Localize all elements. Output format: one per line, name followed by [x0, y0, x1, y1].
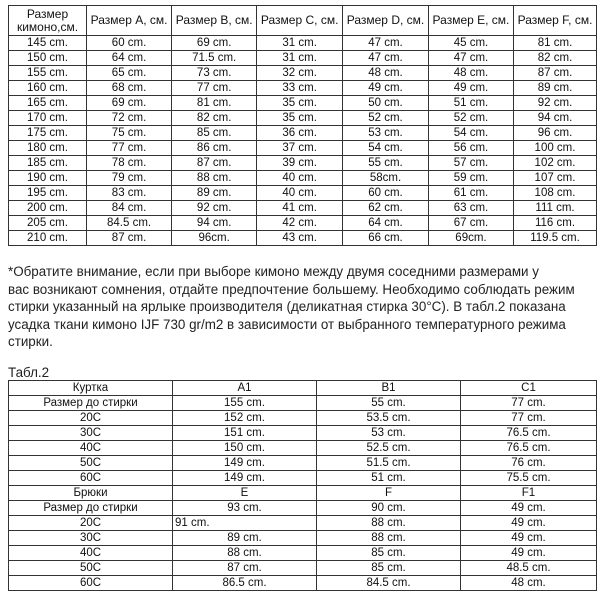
cell: 150 cm. [9, 51, 87, 66]
cell: 61 cm. [428, 186, 513, 201]
cell: 60C [9, 471, 173, 486]
cell: 100 cm. [514, 141, 597, 156]
cell: 35 cm. [257, 96, 343, 111]
cell: 48.5 cm. [461, 561, 597, 576]
cell: 150 cm. [173, 441, 317, 456]
cell: 49 cm. [461, 516, 597, 531]
cell: 60 cm. [87, 36, 172, 51]
cell: 54 cm. [428, 126, 513, 141]
cell: 151 cm. [173, 426, 317, 441]
table-row [9, 561, 597, 576]
note-line: вас возникают сомнения, отдайте предпочтение большему. Необходимо соблюдать режим [8, 281, 575, 297]
cell: 68 cm. [87, 81, 172, 96]
cell: 32 cm. [257, 66, 343, 81]
table-row [9, 501, 597, 516]
cell: 47 cm. [343, 51, 429, 66]
table-row [9, 231, 597, 246]
table-row [9, 546, 597, 561]
header-size-e: Размер E, см. [428, 6, 513, 36]
cell: 88 cm. [172, 171, 257, 186]
cell: 67 cm. [428, 216, 513, 231]
cell: 77 cm. [461, 396, 597, 411]
cell: 48 cm. [428, 66, 513, 81]
cell: 165 cm. [9, 96, 87, 111]
table-row [9, 186, 597, 201]
header-size-f: Размер F, см. [514, 6, 597, 36]
cell: 180 cm. [9, 141, 87, 156]
cell: 59 cm. [428, 171, 513, 186]
cell: 55 cm. [343, 156, 429, 171]
cell: 96 cm. [514, 126, 597, 141]
cell: 149 cm. [173, 471, 317, 486]
cell: 88 cm. [317, 516, 461, 531]
cell: 85 cm. [172, 126, 257, 141]
cell: 85 cm. [317, 561, 461, 576]
cell: 89 cm. [172, 186, 257, 201]
header-b1: B1 [317, 381, 461, 396]
table-row [9, 411, 597, 426]
cell: 75.5 cm. [461, 471, 597, 486]
cell: 185 cm. [9, 156, 87, 171]
table-row [9, 396, 597, 411]
note-line: усадка ткани кимоно IJF 730 gr/m2 в зависимости от выбранного температурного режима [8, 316, 566, 332]
table-row [9, 36, 597, 51]
cell: 96cm. [172, 231, 257, 246]
header-pants: Брюки [9, 486, 173, 501]
cell: 75 cm. [87, 126, 172, 141]
cell: 66 cm. [343, 231, 429, 246]
cell: 54 cm. [343, 141, 429, 156]
cell: 52.5 cm. [317, 441, 461, 456]
cell: 51.5 cm. [317, 456, 461, 471]
cell: 89 cm. [173, 531, 317, 546]
table-row [9, 531, 597, 546]
cell: 94 cm. [514, 111, 597, 126]
cell: 45 cm. [428, 36, 513, 51]
cell: 47 cm. [428, 51, 513, 66]
cell: 49 cm. [461, 546, 597, 561]
cell: 31 cm. [257, 51, 343, 66]
table-row [9, 156, 597, 171]
cell: 84.5 cm. [87, 216, 172, 231]
cell: 50C [9, 456, 173, 471]
cell: 79 cm. [87, 171, 172, 186]
cell: 76.5 cm. [461, 441, 597, 456]
cell: 40 cm. [257, 171, 343, 186]
cell: 205 cm. [9, 216, 87, 231]
cell: 52 cm. [343, 111, 429, 126]
cell: 35 cm. [257, 111, 343, 126]
cell: 58cm. [343, 171, 429, 186]
cell: 69 cm. [172, 36, 257, 51]
cell: 108 cm. [514, 186, 597, 201]
cell: 42 cm. [257, 216, 343, 231]
cell: 64 cm. [343, 216, 429, 231]
note-paragraph [8, 263, 598, 351]
cell: 87 cm. [87, 231, 172, 246]
cell: 82 cm. [514, 51, 597, 66]
header-jacket: Куртка [9, 381, 173, 396]
cell: 87 cm. [514, 66, 597, 81]
cell: 90 cm. [317, 501, 461, 516]
cell: 20C [9, 516, 173, 531]
cell: 92 cm. [514, 96, 597, 111]
header-c1: C1 [461, 381, 597, 396]
table-row [9, 111, 597, 126]
cell: 39 cm. [257, 156, 343, 171]
cell: 85 cm. [317, 546, 461, 561]
cell: 76.5 cm. [461, 426, 597, 441]
cell: 84.5 cm. [317, 576, 461, 591]
header-e: E [173, 486, 317, 501]
cell: Размер до стирки [9, 501, 173, 516]
cell: 53.5 cm. [317, 411, 461, 426]
cell: 83 cm. [87, 186, 172, 201]
cell: 57 cm. [428, 156, 513, 171]
cell: 175 cm. [9, 126, 87, 141]
header-size-a: Размер A, см. [87, 6, 172, 36]
cell: 37 cm. [257, 141, 343, 156]
cell: 48 cm. [343, 66, 429, 81]
header-f1: F1 [461, 486, 597, 501]
cell: 77 cm. [87, 141, 172, 156]
header-kimono-size: Размер кимоно,см. [9, 6, 87, 36]
cell: 152 cm. [173, 411, 317, 426]
size-table [8, 5, 597, 246]
cell: 30C [9, 531, 173, 546]
cell: 40C [9, 546, 173, 561]
cell: 160 cm. [9, 81, 87, 96]
cell: 102 cm. [514, 156, 597, 171]
cell: 76 cm. [461, 456, 597, 471]
cell: 49 cm. [461, 531, 597, 546]
table-row [9, 471, 597, 486]
cell: 60 cm. [343, 186, 429, 201]
table-row [9, 441, 597, 456]
cell: 30C [9, 426, 173, 441]
cell: 49 cm. [428, 81, 513, 96]
pants-header-row [9, 486, 597, 501]
cell: 155 cm. [9, 66, 87, 81]
cell: 210 cm. [9, 231, 87, 246]
cell: 116 cm. [514, 216, 597, 231]
table-row [9, 576, 597, 591]
cell: 89 cm. [514, 81, 597, 96]
cell: 88 cm. [173, 546, 317, 561]
cell: 31 cm. [257, 36, 343, 51]
header-size-c: Размер C, см. [257, 6, 343, 36]
cell: 84 cm. [87, 201, 172, 216]
cell: 77 cm. [461, 411, 597, 426]
cell: 20C [9, 411, 173, 426]
header-size-d: Размер D, см. [343, 6, 429, 36]
cell: 170 cm. [9, 111, 87, 126]
cell: 69 cm. [87, 96, 172, 111]
table2-label: Табл.2 [8, 365, 50, 380]
table-row [9, 201, 597, 216]
cell: 92 cm. [172, 201, 257, 216]
cell: 33 cm. [257, 81, 343, 96]
cell: 51 cm. [428, 96, 513, 111]
cell: 49 cm. [343, 81, 429, 96]
cell: 145 cm. [9, 36, 87, 51]
cell: 200 cm. [9, 201, 87, 216]
cell: 195 cm. [9, 186, 87, 201]
table-row [9, 141, 597, 156]
table-row [9, 171, 597, 186]
header-f: F [317, 486, 461, 501]
cell: 94 cm. [172, 216, 257, 231]
cell: 149 cm. [173, 456, 317, 471]
cell: 190 cm. [9, 171, 87, 186]
note-line: стирки указанный на ярлыке производителя (деликатная стирка 30°С). В табл.2 показана [8, 299, 566, 314]
cell: 81 cm. [172, 96, 257, 111]
cell: 40 cm. [257, 186, 343, 201]
size-table-header-row [9, 6, 597, 36]
cell: 43 cm. [257, 231, 343, 246]
table-row [9, 426, 597, 441]
cell: 93 cm. [173, 501, 317, 516]
cell: 72 cm. [87, 111, 172, 126]
cell: 53 cm. [317, 426, 461, 441]
cell: 73 cm. [172, 66, 257, 81]
cell: 52 cm. [428, 111, 513, 126]
cell: 86 cm. [172, 141, 257, 156]
cell: 50C [9, 561, 173, 576]
cell: 111 cm. [514, 201, 597, 216]
cell: 82 cm. [172, 111, 257, 126]
cell: 62 cm. [343, 201, 429, 216]
cell: 36 cm. [257, 126, 343, 141]
cell: 77 cm. [172, 81, 257, 96]
cell: 87 cm. [173, 561, 317, 576]
table-row [9, 216, 597, 231]
table-row [9, 51, 597, 66]
cell: 41 cm. [257, 201, 343, 216]
cell: 50 cm. [343, 96, 429, 111]
cell: 60C [9, 576, 173, 591]
cell: 119.5 cm. [514, 231, 597, 246]
cell: 155 cm. [173, 396, 317, 411]
cell: 63 cm. [428, 201, 513, 216]
cell: 78 cm. [87, 156, 172, 171]
cell: 40C [9, 441, 173, 456]
table-row [9, 516, 597, 531]
table-row [9, 126, 597, 141]
shrinkage-table [8, 380, 597, 591]
cell: 91 cm. [173, 516, 317, 531]
cell: Размер до стирки [9, 396, 173, 411]
cell: 47 cm. [343, 36, 429, 51]
header-size-b: Размер B, см. [172, 6, 257, 36]
cell: 88 cm. [317, 531, 461, 546]
cell: 64 cm. [87, 51, 172, 66]
cell: 51 cm. [317, 471, 461, 486]
table-row [9, 96, 597, 111]
note-line: *Обратите внимание, если при выборе кимоно между двумя соседними размерами у [8, 264, 539, 279]
header-a1: A1 [173, 381, 317, 396]
table-row [9, 456, 597, 471]
cell: 81 cm. [514, 36, 597, 51]
cell: 87 cm. [172, 156, 257, 171]
table-row [9, 66, 597, 81]
cell: 53 cm. [343, 126, 429, 141]
cell: 55 cm. [317, 396, 461, 411]
cell: 107 cm. [514, 171, 597, 186]
jacket-header-row [9, 381, 597, 396]
cell: 48 cm. [461, 576, 597, 591]
cell: 56 cm. [428, 141, 513, 156]
cell: 86.5 cm. [173, 576, 317, 591]
cell: 71.5 cm. [172, 51, 257, 66]
cell: 65 cm. [87, 66, 172, 81]
note-line: стирки. [8, 334, 53, 349]
cell: 49 cm. [461, 501, 597, 516]
cell: 69cm. [428, 231, 513, 246]
table-row [9, 81, 597, 96]
